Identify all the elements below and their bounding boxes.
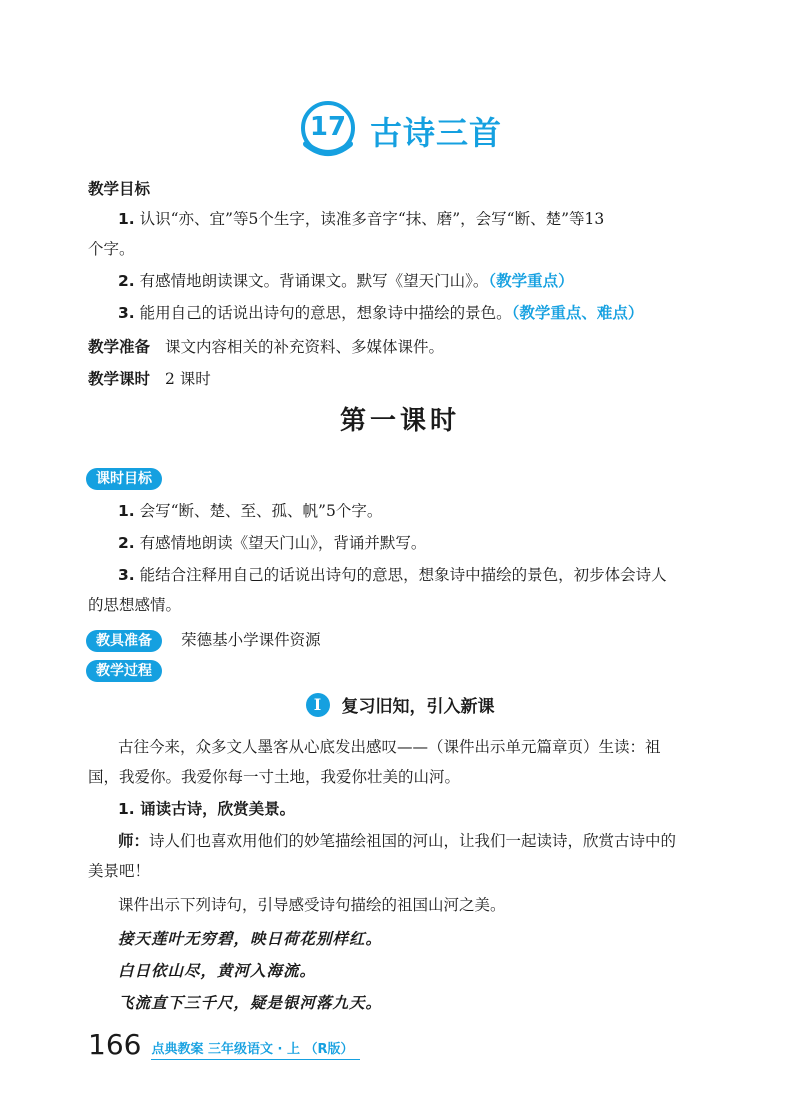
session-goal-2: [118, 532, 713, 554]
hours-row: [88, 368, 713, 390]
hours-label: 教学课时: [88, 369, 151, 388]
lesson-number-badge: [298, 100, 358, 162]
process-tag: 教学过程: [86, 660, 162, 682]
goal-item-3: [118, 302, 713, 324]
goal-item-2: [118, 270, 713, 292]
part1-heading: [0, 692, 800, 717]
session-goal-1: [118, 500, 713, 522]
session-goal-3: [118, 564, 713, 586]
poem-line-1: 接天莲叶无穷碧，映日荷花别样红。: [118, 929, 383, 948]
poem-line-2: 白日依山尽，黄河入海流。: [118, 961, 317, 980]
poem-line-3: 飞流直下三千尺，疑是银河落九天。: [118, 993, 383, 1012]
lesson-title: [0, 100, 800, 162]
teacher-label: 师：: [118, 831, 150, 850]
process-tag-row: [86, 660, 162, 682]
preparation-row: [88, 336, 713, 358]
goal-item-1: [118, 208, 713, 230]
step-title: 诵读古诗，欣赏美景。: [140, 799, 296, 818]
goal-text: 认识“亦、宜”等5个生字，读准多音字“抹、磨”，会写“断、楚”等13: [139, 210, 605, 228]
goals-heading: 教学目标: [88, 179, 151, 198]
teacher-line-1: [118, 830, 713, 852]
preparation-text: 课文内容相关的补充资料、多媒体课件。: [164, 338, 444, 356]
lesson-title-text: 古诗三首: [369, 114, 502, 152]
page-footer: [88, 1030, 360, 1060]
preparation-label: 教学准备: [88, 337, 151, 356]
intro-line-1: 古往今来，众多文人墨客从心底发出感叹——（课件出示单元篇章页）生读：祖: [118, 738, 661, 756]
step-1: [118, 798, 713, 820]
hours-text: 2 课时: [164, 370, 211, 388]
lesson-number: 17: [309, 112, 347, 142]
page-number: 166: [88, 1028, 142, 1061]
goal-number: 1.: [118, 502, 135, 520]
goal-item-1-cont: 个字。: [88, 240, 135, 258]
tools-tag: 教具准备: [86, 630, 162, 652]
footer-book-title: 点典教案 三年级语文 · 上 （R版）: [151, 1038, 359, 1060]
session-goals-tag: 课时目标: [86, 468, 162, 490]
goal-text: 能结合注释用自己的话说出诗句的意思，想象诗中描绘的景色，初步体会诗人: [139, 566, 667, 584]
goal-number: 1.: [118, 210, 135, 228]
goal-number: 3.: [118, 566, 135, 584]
goal-note: （教学重点）: [488, 271, 574, 290]
goal-text: 有感情地朗读课文。背诵课文。默写《望天门山》。: [139, 272, 489, 290]
goal-text: 会写“断、楚、至、孤、帆”5个字。: [139, 502, 383, 520]
goal-text: 有感情地朗读《望天门山》，背诵并默写。: [139, 534, 427, 552]
roman-numeral-icon: I: [306, 693, 330, 717]
step-number: 1.: [118, 800, 135, 818]
part1-title: 复习旧知，引入新课: [341, 697, 495, 717]
goal-note: （教学重点、难点）: [511, 303, 644, 322]
teacher-line-2: 美景吧！: [88, 862, 151, 880]
goal-number: 3.: [118, 304, 135, 322]
session-title: 第一课时: [339, 406, 460, 436]
tools-text: 荣德基小学课件资源: [181, 631, 321, 649]
intro-line-2: 国，我爱你。我爱你每一寸土地，我爱你壮美的山河。: [88, 768, 461, 786]
session-goals-tag-row: [86, 468, 162, 490]
goal-text: 能用自己的话说出诗句的意思，想象诗中描绘的景色。: [139, 304, 512, 322]
tools-row: [86, 628, 321, 652]
courseware-line: 课件出示下列诗句，引导感受诗句描绘的祖国山河之美。: [118, 896, 506, 914]
teacher-text: 诗人们也喜欢用他们的妙笔描绘祖国的河山，让我们一起读诗，欣赏古诗中的: [149, 832, 677, 850]
goal-number: 2.: [118, 534, 135, 552]
goal-number: 2.: [118, 272, 135, 290]
session-goal-3-cont: 的思想感情。: [88, 596, 182, 614]
